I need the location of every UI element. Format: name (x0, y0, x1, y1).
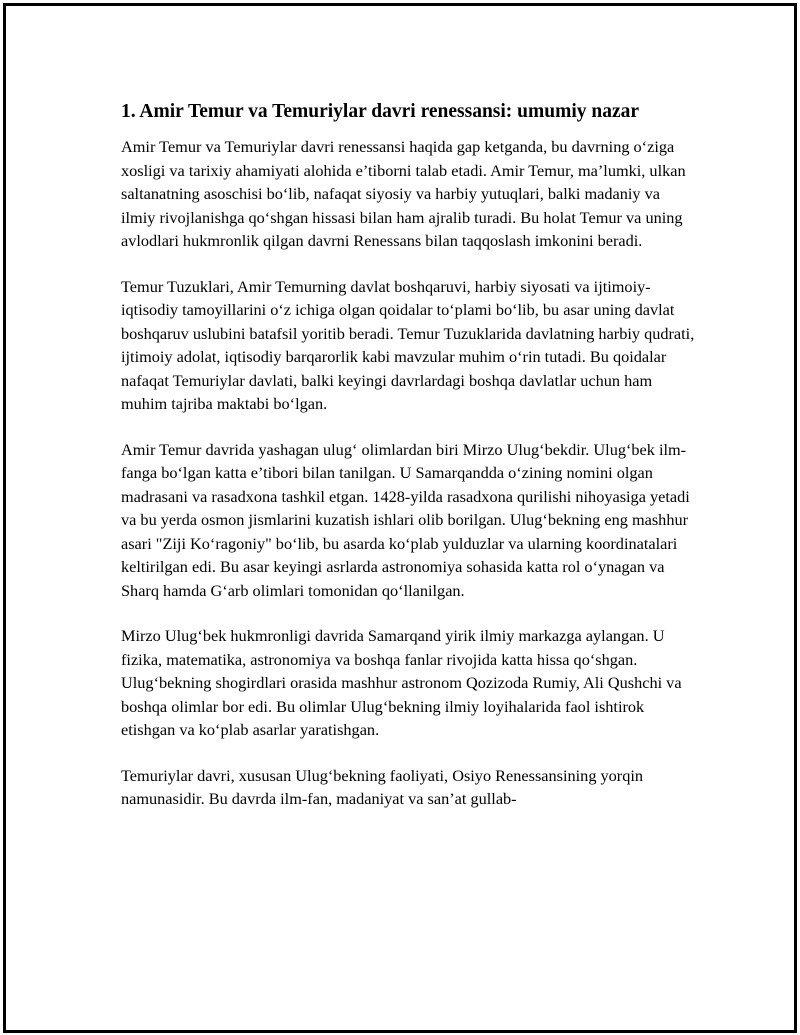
paragraph-5: Temuriylar davri, xususan Ulug‘bekning faoliyati, Osiyo Renessansining yorqin namunasidir. Bu davrda ilm-fan, madaniyat va san’at gullab- (121, 765, 644, 808)
page-frame (3, 3, 797, 1033)
paragraph-1: Amir Temur va Temuriylar davri renessansi haqida gap ketganda, bu davrning o‘ziga xosligi va tarixiy ahamiyati alohida e’tiborni talab etadi. Amir Temur, ma’lumki, ulkan saltanatning asoschisi bo‘lib, nafaqat siyosiy va harbiy yutuqlari, balki madaniy va ilmiy rivojlanishga qo‘shgan hissasi bilan ham ajralib turadi. Bu holat Temur va uning avlodlari hukmronlik qilgan davrni Renessans bilan taqqoslash imkonini beradi. (121, 137, 686, 250)
paragraph-3: Amir Temur davrida yashagan ulug‘ olimlardan biri Mirzo Ulug‘bekdir. Ulug‘bek ilm-fanga bo‘lgan katta e’tibori bilan tanilgan. U Samarqandda o‘zining nomini olgan madrasani va rasadxona tashkil etgan. 1428-yilda rasadxona qurilishi nihoyasiga yetadi va bu yerda osmon jismlarini kuzatish ishlari olib borilgan. Ulug‘bekning eng mashhur asari "Ziji Ko‘ragoniy" bo‘lib, bu asarda ko‘plab yulduzlar va ularning koordinatalari keltirilgan edi. Bu asar keyingi asrlarda astronomiya sohasida katta rol o‘ynagan va Sharq hamda G‘arb olimlari tomonidan qo‘llanilgan. (121, 439, 690, 600)
section-heading: 1. Amir Temur va Temuriylar davri renessansi: umumiy nazar (121, 101, 640, 122)
paragraph-4: Mirzo Ulug‘bek hukmronligi davrida Samarqand yirik ilmiy markazga aylangan. U fizika, matematika, astronomiya va boshqa fanlar rivojida katta hissa qo‘shgan. Ulug‘bekning shogirdlari orasida mashhur astronom Qozizoda Rumiy, Ali Qushchi va boshqa olimlar bor edi. Bu olimlar Ulug‘bekning ilmiy loyihalarida faol ishtirok etishgan va ko‘plab asarlar yaratishgan. (121, 626, 682, 739)
paragraph-2: Temur Tuzuklari, Amir Temurning davlat boshqaruvi, harbiy siyosati va ijtimoiy-iqtisodiy tamoyillarini o‘z ichiga olgan qoidalar to‘plami bo‘lib, bu asar uning davlat boshqaruv uslubini batafsil yoritib beradi. Temur Tuzuklarida davlatning harbiy qudrati, ijtimoiy adolat, iqtisodiy barqarorlik kabi mavzular muhim o‘rin tutadi. Bu qoidalar nafaqat Temuriylar davlati, balki keyingi davrlardagi boshqa davlatlar uchun ham muhim tajriba maktabi bo‘lgan. (121, 276, 695, 413)
document-body (121, 99, 696, 833)
